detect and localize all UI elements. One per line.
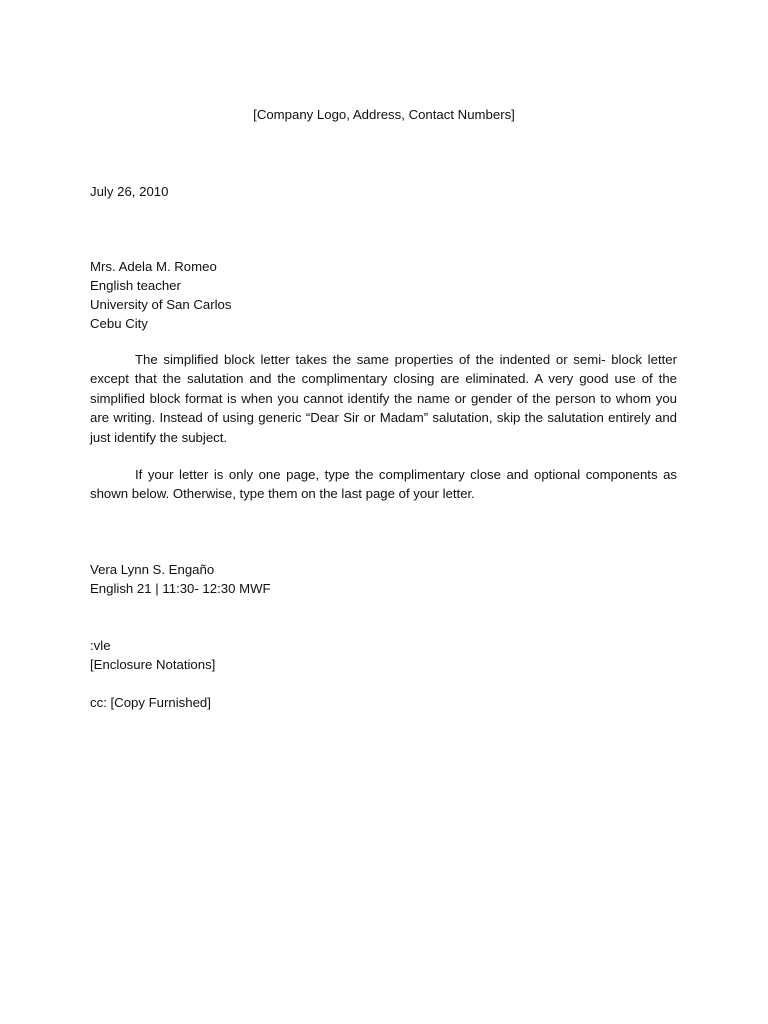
body-paragraph-1: The simplified block letter takes the same properties of the indented or semi- block letter except that the salutation and the complimentary closing are eliminated. A very good use of the simplified block format is when you cannot identify the name or gender of the person to whom you are writing. Instead of using generic “Dear Sir or Madam” salutation, skip the salutation entirely and just identify the subject. (90, 352, 677, 445)
recipient-title: English teacher (90, 278, 181, 293)
enclosure-notation: [Enclosure Notations] (90, 657, 216, 672)
recipient-name: Mrs. Adela M. Romeo (90, 259, 217, 274)
recipient-organization: University of San Carlos (90, 297, 232, 312)
letterhead-placeholder: [Company Logo, Address, Contact Numbers] (253, 107, 515, 122)
letter-date: July 26, 2010 (90, 184, 169, 199)
recipient-city: Cebu City (90, 316, 148, 331)
copy-furnished-notation: cc: [Copy Furnished] (90, 695, 211, 710)
signature-name: Vera Lynn S. Engaño (90, 562, 215, 577)
signature-course: English 21 | 11:30- 12:30 MWF (90, 581, 271, 596)
reference-initials: :vle (90, 638, 111, 653)
body-paragraph-2: If your letter is only one page, type the complimentary close and optional components as shown below. Otherwise, type them on the last page of your letter. (90, 467, 677, 502)
